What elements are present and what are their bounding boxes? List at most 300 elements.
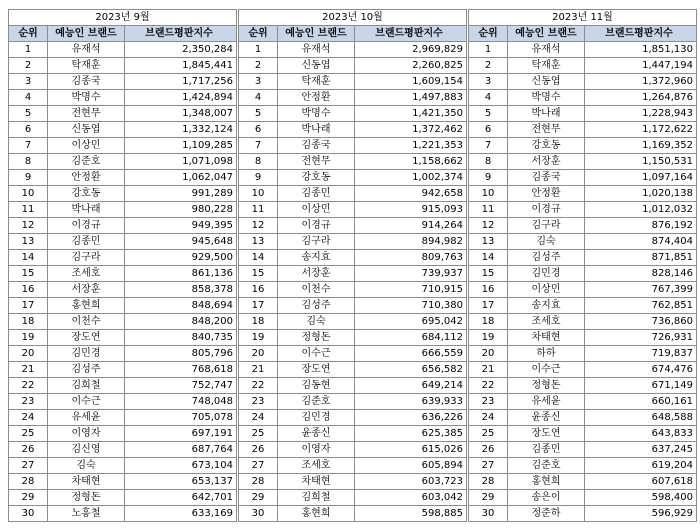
score-cell: 1,372,960 xyxy=(585,74,697,90)
rank-cell: 6 xyxy=(469,122,508,138)
score-cell: 767,399 xyxy=(585,282,697,298)
table-row xyxy=(239,346,467,362)
rank-cell: 27 xyxy=(9,458,48,474)
rank-cell: 22 xyxy=(9,378,48,394)
brand-cell: 김숙 xyxy=(278,314,355,330)
table-row xyxy=(9,426,237,442)
score-cell: 705,078 xyxy=(125,410,237,426)
rank-cell: 5 xyxy=(239,106,278,122)
score-cell: 1,097,164 xyxy=(585,170,697,186)
score-cell: 1,158,662 xyxy=(355,154,467,170)
table-row xyxy=(469,122,697,138)
brand-cell: 서장훈 xyxy=(278,266,355,282)
brand-cell: 김민경 xyxy=(508,266,585,282)
score-cell: 1,264,876 xyxy=(585,90,697,106)
brand-cell: 이수근 xyxy=(278,346,355,362)
header-rank: 순위 xyxy=(239,26,278,42)
rank-cell: 19 xyxy=(9,330,48,346)
rank-cell: 10 xyxy=(9,186,48,202)
score-cell: 1,332,124 xyxy=(125,122,237,138)
brand-cell: 박명수 xyxy=(508,90,585,106)
score-cell: 805,796 xyxy=(125,346,237,362)
table-row xyxy=(9,58,237,74)
score-cell: 768,618 xyxy=(125,362,237,378)
score-cell: 710,380 xyxy=(355,298,467,314)
table-row xyxy=(9,314,237,330)
table-row xyxy=(9,90,237,106)
header-score: 브랜드평판지수 xyxy=(355,26,467,42)
score-cell: 739,937 xyxy=(355,266,467,282)
brand-cell: 이경규 xyxy=(278,218,355,234)
brand-cell: 박나래 xyxy=(508,106,585,122)
brand-cell: 송지효 xyxy=(508,298,585,314)
table-row xyxy=(469,282,697,298)
table-row xyxy=(9,186,237,202)
brand-cell: 서장훈 xyxy=(48,282,125,298)
table-row xyxy=(239,314,467,330)
rank-cell: 20 xyxy=(9,346,48,362)
header-rank: 순위 xyxy=(9,26,48,42)
rank-cell: 7 xyxy=(469,138,508,154)
rank-cell: 22 xyxy=(469,378,508,394)
rank-cell: 3 xyxy=(239,74,278,90)
table-row xyxy=(239,186,467,202)
table-row xyxy=(239,234,467,250)
brand-cell: 이상민 xyxy=(48,138,125,154)
rank-cell: 2 xyxy=(469,58,508,74)
score-cell: 695,042 xyxy=(355,314,467,330)
brand-cell: 김숙 xyxy=(508,234,585,250)
brand-cell: 차태현 xyxy=(48,474,125,490)
table-row xyxy=(469,90,697,106)
rank-cell: 11 xyxy=(469,202,508,218)
table-row xyxy=(239,266,467,282)
score-cell: 1,851,130 xyxy=(585,42,697,58)
brand-cell: 탁재훈 xyxy=(278,74,355,90)
brand-cell: 유재석 xyxy=(508,42,585,58)
brand-cell: 김종민 xyxy=(48,234,125,250)
brand-cell: 조세호 xyxy=(508,314,585,330)
score-cell: 858,378 xyxy=(125,282,237,298)
brand-cell: 신동엽 xyxy=(48,122,125,138)
table-row xyxy=(9,346,237,362)
score-cell: 1,071,098 xyxy=(125,154,237,170)
rank-cell: 23 xyxy=(239,394,278,410)
rank-cell: 17 xyxy=(239,298,278,314)
rank-cell: 25 xyxy=(469,426,508,442)
score-cell: 1,150,531 xyxy=(585,154,697,170)
table-row xyxy=(239,410,467,426)
rank-cell: 16 xyxy=(239,282,278,298)
score-cell: 2,350,284 xyxy=(125,42,237,58)
score-cell: 1,012,032 xyxy=(585,202,697,218)
brand-cell: 김동현 xyxy=(278,378,355,394)
score-cell: 1,169,352 xyxy=(585,138,697,154)
rank-cell: 3 xyxy=(469,74,508,90)
brand-cell: 김준호 xyxy=(278,394,355,410)
table-row xyxy=(9,442,237,458)
rank-cell: 4 xyxy=(9,90,48,106)
score-cell: 598,885 xyxy=(355,506,467,522)
brand-cell: 박명수 xyxy=(48,90,125,106)
table-row xyxy=(469,154,697,170)
rank-cell: 8 xyxy=(469,154,508,170)
header-brand: 예능인 브랜드 xyxy=(278,26,355,42)
rank-cell: 30 xyxy=(239,506,278,522)
table-row xyxy=(9,202,237,218)
score-cell: 1,228,943 xyxy=(585,106,697,122)
rank-cell: 4 xyxy=(239,90,278,106)
table-row xyxy=(469,506,697,522)
score-cell: 914,264 xyxy=(355,218,467,234)
brand-cell: 정형돈 xyxy=(278,330,355,346)
period-row xyxy=(239,10,467,26)
rank-cell: 21 xyxy=(239,362,278,378)
rank-cell: 15 xyxy=(469,266,508,282)
table-row xyxy=(9,122,237,138)
rank-cell: 13 xyxy=(9,234,48,250)
score-cell: 642,701 xyxy=(125,490,237,506)
rank-cell: 7 xyxy=(239,138,278,154)
rank-cell: 5 xyxy=(469,106,508,122)
score-cell: 1,172,622 xyxy=(585,122,697,138)
brand-cell: 강호동 xyxy=(278,170,355,186)
brand-cell: 김종국 xyxy=(508,170,585,186)
table-row xyxy=(9,474,237,490)
table-row xyxy=(239,58,467,74)
rank-cell: 27 xyxy=(239,458,278,474)
score-cell: 2,969,829 xyxy=(355,42,467,58)
rank-cell: 26 xyxy=(239,442,278,458)
rank-cell: 29 xyxy=(9,490,48,506)
table-row xyxy=(469,346,697,362)
rank-cell: 29 xyxy=(239,490,278,506)
brand-cell: 김종민 xyxy=(278,186,355,202)
score-cell: 876,192 xyxy=(585,218,697,234)
score-cell: 848,694 xyxy=(125,298,237,314)
header-brand: 예능인 브랜드 xyxy=(508,26,585,42)
brand-cell: 안정환 xyxy=(508,186,585,202)
score-cell: 674,476 xyxy=(585,362,697,378)
brand-cell: 이경규 xyxy=(48,218,125,234)
score-cell: 949,395 xyxy=(125,218,237,234)
rank-cell: 19 xyxy=(239,330,278,346)
brand-cell: 홍현희 xyxy=(48,298,125,314)
score-cell: 1,020,138 xyxy=(585,186,697,202)
brand-cell: 유재석 xyxy=(278,42,355,58)
brand-cell: 하하 xyxy=(508,346,585,362)
brand-cell: 이상민 xyxy=(508,282,585,298)
brand-cell: 탁재훈 xyxy=(508,58,585,74)
table-row xyxy=(9,330,237,346)
score-cell: 1,109,285 xyxy=(125,138,237,154)
rank-cell: 25 xyxy=(239,426,278,442)
header-row xyxy=(9,26,237,42)
rank-cell: 9 xyxy=(9,170,48,186)
rank-cell: 7 xyxy=(9,138,48,154)
table-row xyxy=(469,314,697,330)
table-row xyxy=(9,378,237,394)
table-row xyxy=(9,74,237,90)
rank-cell: 3 xyxy=(9,74,48,90)
brand-cell: 노홍철 xyxy=(48,506,125,522)
brand-cell: 김준호 xyxy=(508,458,585,474)
brand-cell: 유세윤 xyxy=(508,394,585,410)
score-cell: 598,400 xyxy=(585,490,697,506)
score-cell: 1,002,374 xyxy=(355,170,467,186)
brand-cell: 박명수 xyxy=(278,106,355,122)
table-row xyxy=(239,362,467,378)
table-row xyxy=(239,154,467,170)
ranking-table-october xyxy=(238,9,467,522)
brand-cell: 안정환 xyxy=(48,170,125,186)
brand-cell: 김종국 xyxy=(278,138,355,154)
table-row xyxy=(239,474,467,490)
table-row xyxy=(469,362,697,378)
score-cell: 871,851 xyxy=(585,250,697,266)
rank-cell: 23 xyxy=(9,394,48,410)
table-row xyxy=(239,442,467,458)
score-cell: 874,404 xyxy=(585,234,697,250)
brand-cell: 김성주 xyxy=(48,362,125,378)
table-row xyxy=(239,74,467,90)
score-cell: 1,717,256 xyxy=(125,74,237,90)
score-cell: 762,851 xyxy=(585,298,697,314)
rank-cell: 28 xyxy=(239,474,278,490)
rank-cell: 18 xyxy=(469,314,508,330)
table-row xyxy=(9,490,237,506)
rank-cell: 14 xyxy=(9,250,48,266)
table-row xyxy=(9,458,237,474)
rank-cell: 24 xyxy=(469,410,508,426)
table-row xyxy=(9,218,237,234)
rank-cell: 19 xyxy=(469,330,508,346)
table-row xyxy=(239,490,467,506)
rank-cell: 24 xyxy=(9,410,48,426)
table-row xyxy=(469,378,697,394)
score-cell: 615,026 xyxy=(355,442,467,458)
rank-cell: 16 xyxy=(9,282,48,298)
table-row xyxy=(469,458,697,474)
table-row xyxy=(239,170,467,186)
table-row xyxy=(9,410,237,426)
score-cell: 1,447,194 xyxy=(585,58,697,74)
rank-cell: 9 xyxy=(469,170,508,186)
period-title: 2023년 11월 xyxy=(469,10,697,26)
rank-cell: 12 xyxy=(9,218,48,234)
rank-cell: 20 xyxy=(469,346,508,362)
brand-cell: 안정환 xyxy=(278,90,355,106)
brand-cell: 이영자 xyxy=(48,426,125,442)
score-cell: 1,845,441 xyxy=(125,58,237,74)
rank-cell: 4 xyxy=(469,90,508,106)
score-cell: 1,348,007 xyxy=(125,106,237,122)
rank-cell: 26 xyxy=(469,442,508,458)
rank-cell: 6 xyxy=(239,122,278,138)
table-row xyxy=(469,394,697,410)
score-cell: 945,648 xyxy=(125,234,237,250)
rank-cell: 30 xyxy=(9,506,48,522)
rank-cell: 26 xyxy=(9,442,48,458)
brand-cell: 김희철 xyxy=(48,378,125,394)
table-row xyxy=(9,298,237,314)
rank-cell: 11 xyxy=(9,202,48,218)
score-cell: 1,221,353 xyxy=(355,138,467,154)
table-row xyxy=(469,186,697,202)
score-cell: 633,169 xyxy=(125,506,237,522)
score-cell: 656,582 xyxy=(355,362,467,378)
rank-cell: 9 xyxy=(239,170,278,186)
table-row xyxy=(239,202,467,218)
score-cell: 915,093 xyxy=(355,202,467,218)
rank-cell: 17 xyxy=(9,298,48,314)
table-row xyxy=(9,506,237,522)
score-cell: 596,929 xyxy=(585,506,697,522)
table-row xyxy=(9,266,237,282)
brand-cell: 김구라 xyxy=(508,218,585,234)
table-row xyxy=(9,154,237,170)
brand-cell: 신동엽 xyxy=(278,58,355,74)
brand-cell: 박나래 xyxy=(48,202,125,218)
brand-cell: 이상민 xyxy=(278,202,355,218)
rank-cell: 27 xyxy=(469,458,508,474)
table-row xyxy=(239,42,467,58)
table-row xyxy=(239,458,467,474)
score-cell: 752,747 xyxy=(125,378,237,394)
table-row xyxy=(9,282,237,298)
header-rank: 순위 xyxy=(469,26,508,42)
rank-cell: 28 xyxy=(9,474,48,490)
score-cell: 643,833 xyxy=(585,426,697,442)
score-cell: 605,894 xyxy=(355,458,467,474)
rank-cell: 1 xyxy=(239,42,278,58)
rank-cell: 6 xyxy=(9,122,48,138)
brand-cell: 김신영 xyxy=(48,442,125,458)
rank-cell: 10 xyxy=(469,186,508,202)
rank-cell: 20 xyxy=(239,346,278,362)
brand-cell: 조세호 xyxy=(278,458,355,474)
table-row xyxy=(239,138,467,154)
table-row xyxy=(239,250,467,266)
brand-cell: 홍현희 xyxy=(278,506,355,522)
header-row xyxy=(239,26,467,42)
rank-cell: 18 xyxy=(9,314,48,330)
rank-cell: 21 xyxy=(469,362,508,378)
score-cell: 1,424,894 xyxy=(125,90,237,106)
brand-cell: 송지효 xyxy=(278,250,355,266)
score-cell: 639,933 xyxy=(355,394,467,410)
brand-cell: 윤종신 xyxy=(508,410,585,426)
rank-cell: 18 xyxy=(239,314,278,330)
table-row xyxy=(469,234,697,250)
rank-cell: 15 xyxy=(9,266,48,282)
table-row xyxy=(469,170,697,186)
table-row xyxy=(239,394,467,410)
brand-cell: 이수근 xyxy=(48,394,125,410)
header-row xyxy=(469,26,697,42)
brand-cell: 장도연 xyxy=(508,426,585,442)
table-row xyxy=(239,330,467,346)
rank-cell: 29 xyxy=(469,490,508,506)
table-row xyxy=(9,362,237,378)
table-row xyxy=(9,250,237,266)
brand-cell: 유세윤 xyxy=(48,410,125,426)
score-cell: 649,214 xyxy=(355,378,467,394)
period-title: 2023년 9월 xyxy=(9,10,237,26)
score-cell: 828,146 xyxy=(585,266,697,282)
rank-cell: 2 xyxy=(239,58,278,74)
rank-cell: 12 xyxy=(239,218,278,234)
table-row xyxy=(469,410,697,426)
brand-cell: 이영자 xyxy=(278,442,355,458)
brand-cell: 김민경 xyxy=(278,410,355,426)
score-cell: 991,289 xyxy=(125,186,237,202)
brand-cell: 정형돈 xyxy=(508,378,585,394)
score-cell: 660,161 xyxy=(585,394,697,410)
brand-cell: 차태현 xyxy=(278,474,355,490)
score-cell: 607,618 xyxy=(585,474,697,490)
rank-cell: 5 xyxy=(9,106,48,122)
period-title: 2023년 10월 xyxy=(239,10,467,26)
score-cell: 929,500 xyxy=(125,250,237,266)
table-row xyxy=(239,298,467,314)
brand-cell: 전현무 xyxy=(508,122,585,138)
table-row xyxy=(9,138,237,154)
brand-cell: 이천수 xyxy=(48,314,125,330)
score-cell: 848,200 xyxy=(125,314,237,330)
rank-cell: 12 xyxy=(469,218,508,234)
rank-cell: 15 xyxy=(239,266,278,282)
table-row xyxy=(9,170,237,186)
brand-cell: 장도연 xyxy=(278,362,355,378)
brand-cell: 송은이 xyxy=(508,490,585,506)
score-cell: 2,260,825 xyxy=(355,58,467,74)
brand-cell: 강호동 xyxy=(48,186,125,202)
brand-cell: 강호동 xyxy=(508,138,585,154)
table-row xyxy=(469,106,697,122)
brand-cell: 김준호 xyxy=(48,154,125,170)
score-cell: 942,658 xyxy=(355,186,467,202)
score-cell: 653,137 xyxy=(125,474,237,490)
table-row xyxy=(469,266,697,282)
rank-cell: 11 xyxy=(239,202,278,218)
table-row xyxy=(239,282,467,298)
brand-cell: 윤종신 xyxy=(278,426,355,442)
score-cell: 736,860 xyxy=(585,314,697,330)
brand-cell: 정준하 xyxy=(508,506,585,522)
score-cell: 603,723 xyxy=(355,474,467,490)
table-row xyxy=(469,74,697,90)
score-cell: 666,559 xyxy=(355,346,467,362)
score-cell: 687,764 xyxy=(125,442,237,458)
table-row xyxy=(469,202,697,218)
rank-cell: 28 xyxy=(469,474,508,490)
brand-cell: 이경규 xyxy=(508,202,585,218)
rank-cell: 13 xyxy=(239,234,278,250)
rank-cell: 22 xyxy=(239,378,278,394)
table-row xyxy=(469,250,697,266)
score-cell: 1,421,350 xyxy=(355,106,467,122)
table-row xyxy=(239,122,467,138)
period-row xyxy=(469,10,697,26)
rank-cell: 21 xyxy=(9,362,48,378)
score-cell: 840,735 xyxy=(125,330,237,346)
table-row xyxy=(469,330,697,346)
score-cell: 671,149 xyxy=(585,378,697,394)
brand-cell: 김숙 xyxy=(48,458,125,474)
brand-cell: 탁재훈 xyxy=(48,58,125,74)
header-score: 브랜드평판지수 xyxy=(125,26,237,42)
